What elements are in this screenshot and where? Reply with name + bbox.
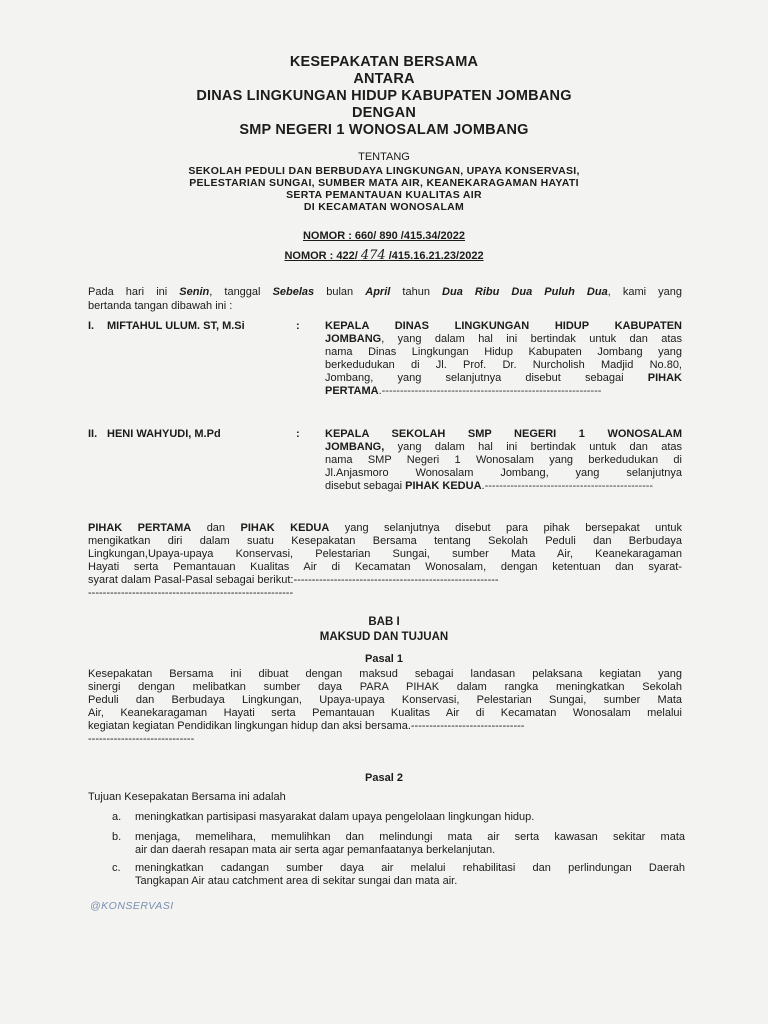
tentang-line2: PELESTARIAN SUNGAI, SUMBER MATA AIR, KEANEKARAGAMAN HAYATI — [189, 177, 579, 189]
agreement-pihak-pertama: PIHAK PERTAMA — [88, 522, 192, 534]
agreement-line5: syarat dalam Pasal-Pasal sebagai berikut:-------------------------------------------------------- — [88, 574, 499, 586]
tentang-line3: SERTA PEMANTAUAN KUALITAS AIR — [286, 189, 482, 201]
agreement-line6: -------------------------------------------------------- — [88, 587, 294, 599]
intro-line2: bertanda tangan dibawah ini : — [88, 300, 233, 312]
intro-month: April — [365, 286, 391, 298]
list-marker-c: c. — [112, 862, 121, 874]
pasal1-line4: Air, Keanekaragaman Hayati serta Pemantauan Kualitas Air di Kecamatan Wonosalam melalui — [88, 707, 682, 719]
list-item-c-line2: Tangkapan Air atau catchment area di sekitar sungai dan mata air. — [135, 875, 458, 887]
intro-day: Senin — [179, 286, 210, 298]
intro-text: , kami yang — [607, 286, 683, 298]
party1-jombang: JOMBANG — [325, 333, 382, 345]
tentang-line1: SEKOLAH PEDULI DAN BERBUDAYA LINGKUNGAN, UPAYA KONSERVASI, — [188, 165, 580, 177]
pasal1-label: Pasal 1 — [365, 653, 403, 665]
doc-title-line3: DINAS LINGKUNGAN HIDUP KABUPATEN JOMBANG — [196, 88, 572, 104]
party2-line3: nama SMP Negeri 1 Wonosalam yang berkedudukan di — [325, 454, 682, 466]
intro-line1 — [88, 286, 682, 299]
list-item-b-line2: air dan daerah resapan mata air serta agar pemanfaatanya berkelanjutan. — [135, 844, 496, 856]
party2-jombang: JOMBANG, — [325, 441, 385, 453]
party2-text: yang dalam hal ini bertindak untuk dan atas — [384, 441, 682, 453]
list-item-a: meningkatkan partisipasi masyarakat dalam upaya pengelolaan lingkungan hidup. — [135, 811, 535, 823]
nomor-line1: NOMOR : 660/ 890 /415.34/2022 — [302, 230, 466, 242]
nomor-line2-suffix: /415.16.21.23/2022 — [388, 250, 484, 262]
list-item-b — [135, 831, 685, 857]
party1-line5 — [325, 372, 682, 385]
agreement-line2: mengikatkan diri dalam suatu Kesepakatan Bersama tentang Sekolah Peduli dan Berbudaya — [88, 535, 682, 547]
watermark-text: @KONSERVASI — [90, 900, 174, 912]
party1-line3: nama Dinas Lingkungan Hidup Kabupaten Jombang yang — [325, 346, 682, 358]
bab-title: MAKSUD DAN TUJUAN — [319, 631, 449, 643]
agreement-text: yang selanjutnya disebut para pihak bersepakat untuk — [329, 522, 682, 534]
party2-line4: Jl.Anjasmoro Wonosalam Jombang, yang selanjutnya — [325, 467, 682, 479]
doc-title-line4: DENGAN — [351, 105, 417, 121]
party1-line6 — [325, 385, 682, 398]
party2-role: KEPALA SEKOLAH SMP NEGERI 1 WONOSALAM — [325, 428, 682, 440]
agreement-pihak-kedua: PIHAK KEDUA — [240, 522, 330, 534]
doc-title-line2: ANTARA — [353, 71, 415, 87]
list-marker-b: b. — [112, 831, 122, 843]
party1-line2 — [325, 333, 682, 346]
party2-pihak-kedua: PIHAK KEDUA — [405, 480, 482, 492]
party1-text: Jombang, yang selanjutnya disebut sebagai — [325, 372, 648, 384]
agreement-line4: Hayati serta Pemantauan Kualitas Air di Kecamatan Wonosalam, dengan ketentuan dan syarat- — [88, 561, 682, 573]
list-item-b-line1: menjaga, memelihara, memulihkan dan melindungi mata air serta kawasan sekitar mata — [135, 831, 685, 843]
pasal1-line6: ----------------------------- — [88, 733, 195, 745]
pasal2-label: Pasal 2 — [365, 772, 403, 784]
pasal2-intro: Tujuan Kesepakatan Bersama ini adalah — [88, 791, 286, 803]
pasal1-paragraph — [88, 668, 682, 746]
agreement-line1 — [88, 522, 682, 535]
party2-text: disebut sebagai — [325, 480, 406, 492]
party2-number: II. — [88, 428, 98, 440]
party1-role: KEPALA DINAS LINGKUNGAN HIDUP KABUPATEN — [325, 320, 682, 332]
pasal1-line1: Kesepakatan Bersama ini dibuat dengan maksud sebagai landasan pelaksana kegiatan yang — [88, 668, 682, 680]
party1-dashes: .------------------------------------------------------------ — [378, 385, 602, 397]
tentang-label: TENTANG — [358, 151, 410, 163]
pasal1-line5: kegiatan kegiatan Pendidikan lingkungan hidup dan aksi bersama.------------------------------- — [88, 720, 525, 732]
party2-line5 — [325, 480, 682, 493]
intro-text: Pada hari ini — [88, 286, 180, 298]
nomor-line2 — [0, 248, 768, 263]
party1-pihak: PIHAK — [647, 372, 682, 384]
party2-name: HENI WAHYUDI, M.Pd — [107, 428, 221, 440]
intro-date: Sebelas — [272, 286, 315, 298]
agreement-line3: Lingkungan,Upaya-upaya Konservasi, Pelestarian Sungai, sumber Mata Air, Keanekaragaman — [88, 548, 682, 560]
bab-label: BAB I — [368, 616, 400, 628]
handwritten-number: 474 — [360, 248, 386, 263]
party1-line4: berkedudukan di Jl. Prof. Dr. Nurcholish Madjid No.80, — [325, 359, 682, 371]
party2-line2 — [325, 441, 682, 454]
nomor-line2-prefix: NOMOR : 422/ — [284, 250, 358, 262]
intro-text: tahun — [390, 286, 443, 298]
list-marker-a: a. — [112, 811, 122, 823]
party2-dashes: .---------------------------------------------- — [481, 480, 654, 492]
agreement-text: dan — [191, 522, 241, 534]
agreement-paragraph — [88, 522, 682, 600]
list-item-c — [135, 862, 685, 888]
party1-name: MIFTAHUL ULUM. ST, M.Si — [107, 320, 245, 332]
intro-year: Dua Ribu Dua Puluh Dua — [442, 286, 608, 298]
intro-text: bulan — [314, 286, 366, 298]
pasal1-line3: Peduli dan Berbudaya Lingkungan, Upaya-upaya Konservasi, Pelestarian Sungai, sumber Mata — [88, 694, 682, 706]
doc-title-line5: SMP NEGERI 1 WONOSALAM JOMBANG — [239, 122, 529, 138]
party2-description — [325, 428, 682, 493]
party1-description — [325, 320, 682, 398]
party2-colon: : — [296, 428, 300, 440]
intro-text: , tanggal — [209, 286, 273, 298]
party1-colon: : — [296, 320, 300, 332]
party1-pertama: PERTAMA — [325, 385, 379, 397]
pasal1-line2: sinergi dengan melibatkan sumber daya PARA PIHAK dalam rangka meningkatkan Sekolah — [88, 681, 682, 693]
party1-text: , yang dalam hal ini bertindak untuk dan atas — [381, 333, 682, 345]
doc-title-line1: KESEPAKATAN BERSAMA — [289, 54, 479, 70]
list-item-c-line1: meningkatkan cadangan sumber daya air melalui rehabilitasi dan perlindungan Daerah — [135, 862, 685, 874]
party1-number: I. — [88, 320, 95, 332]
tentang-line4: DI KECAMATAN WONOSALAM — [303, 201, 465, 213]
